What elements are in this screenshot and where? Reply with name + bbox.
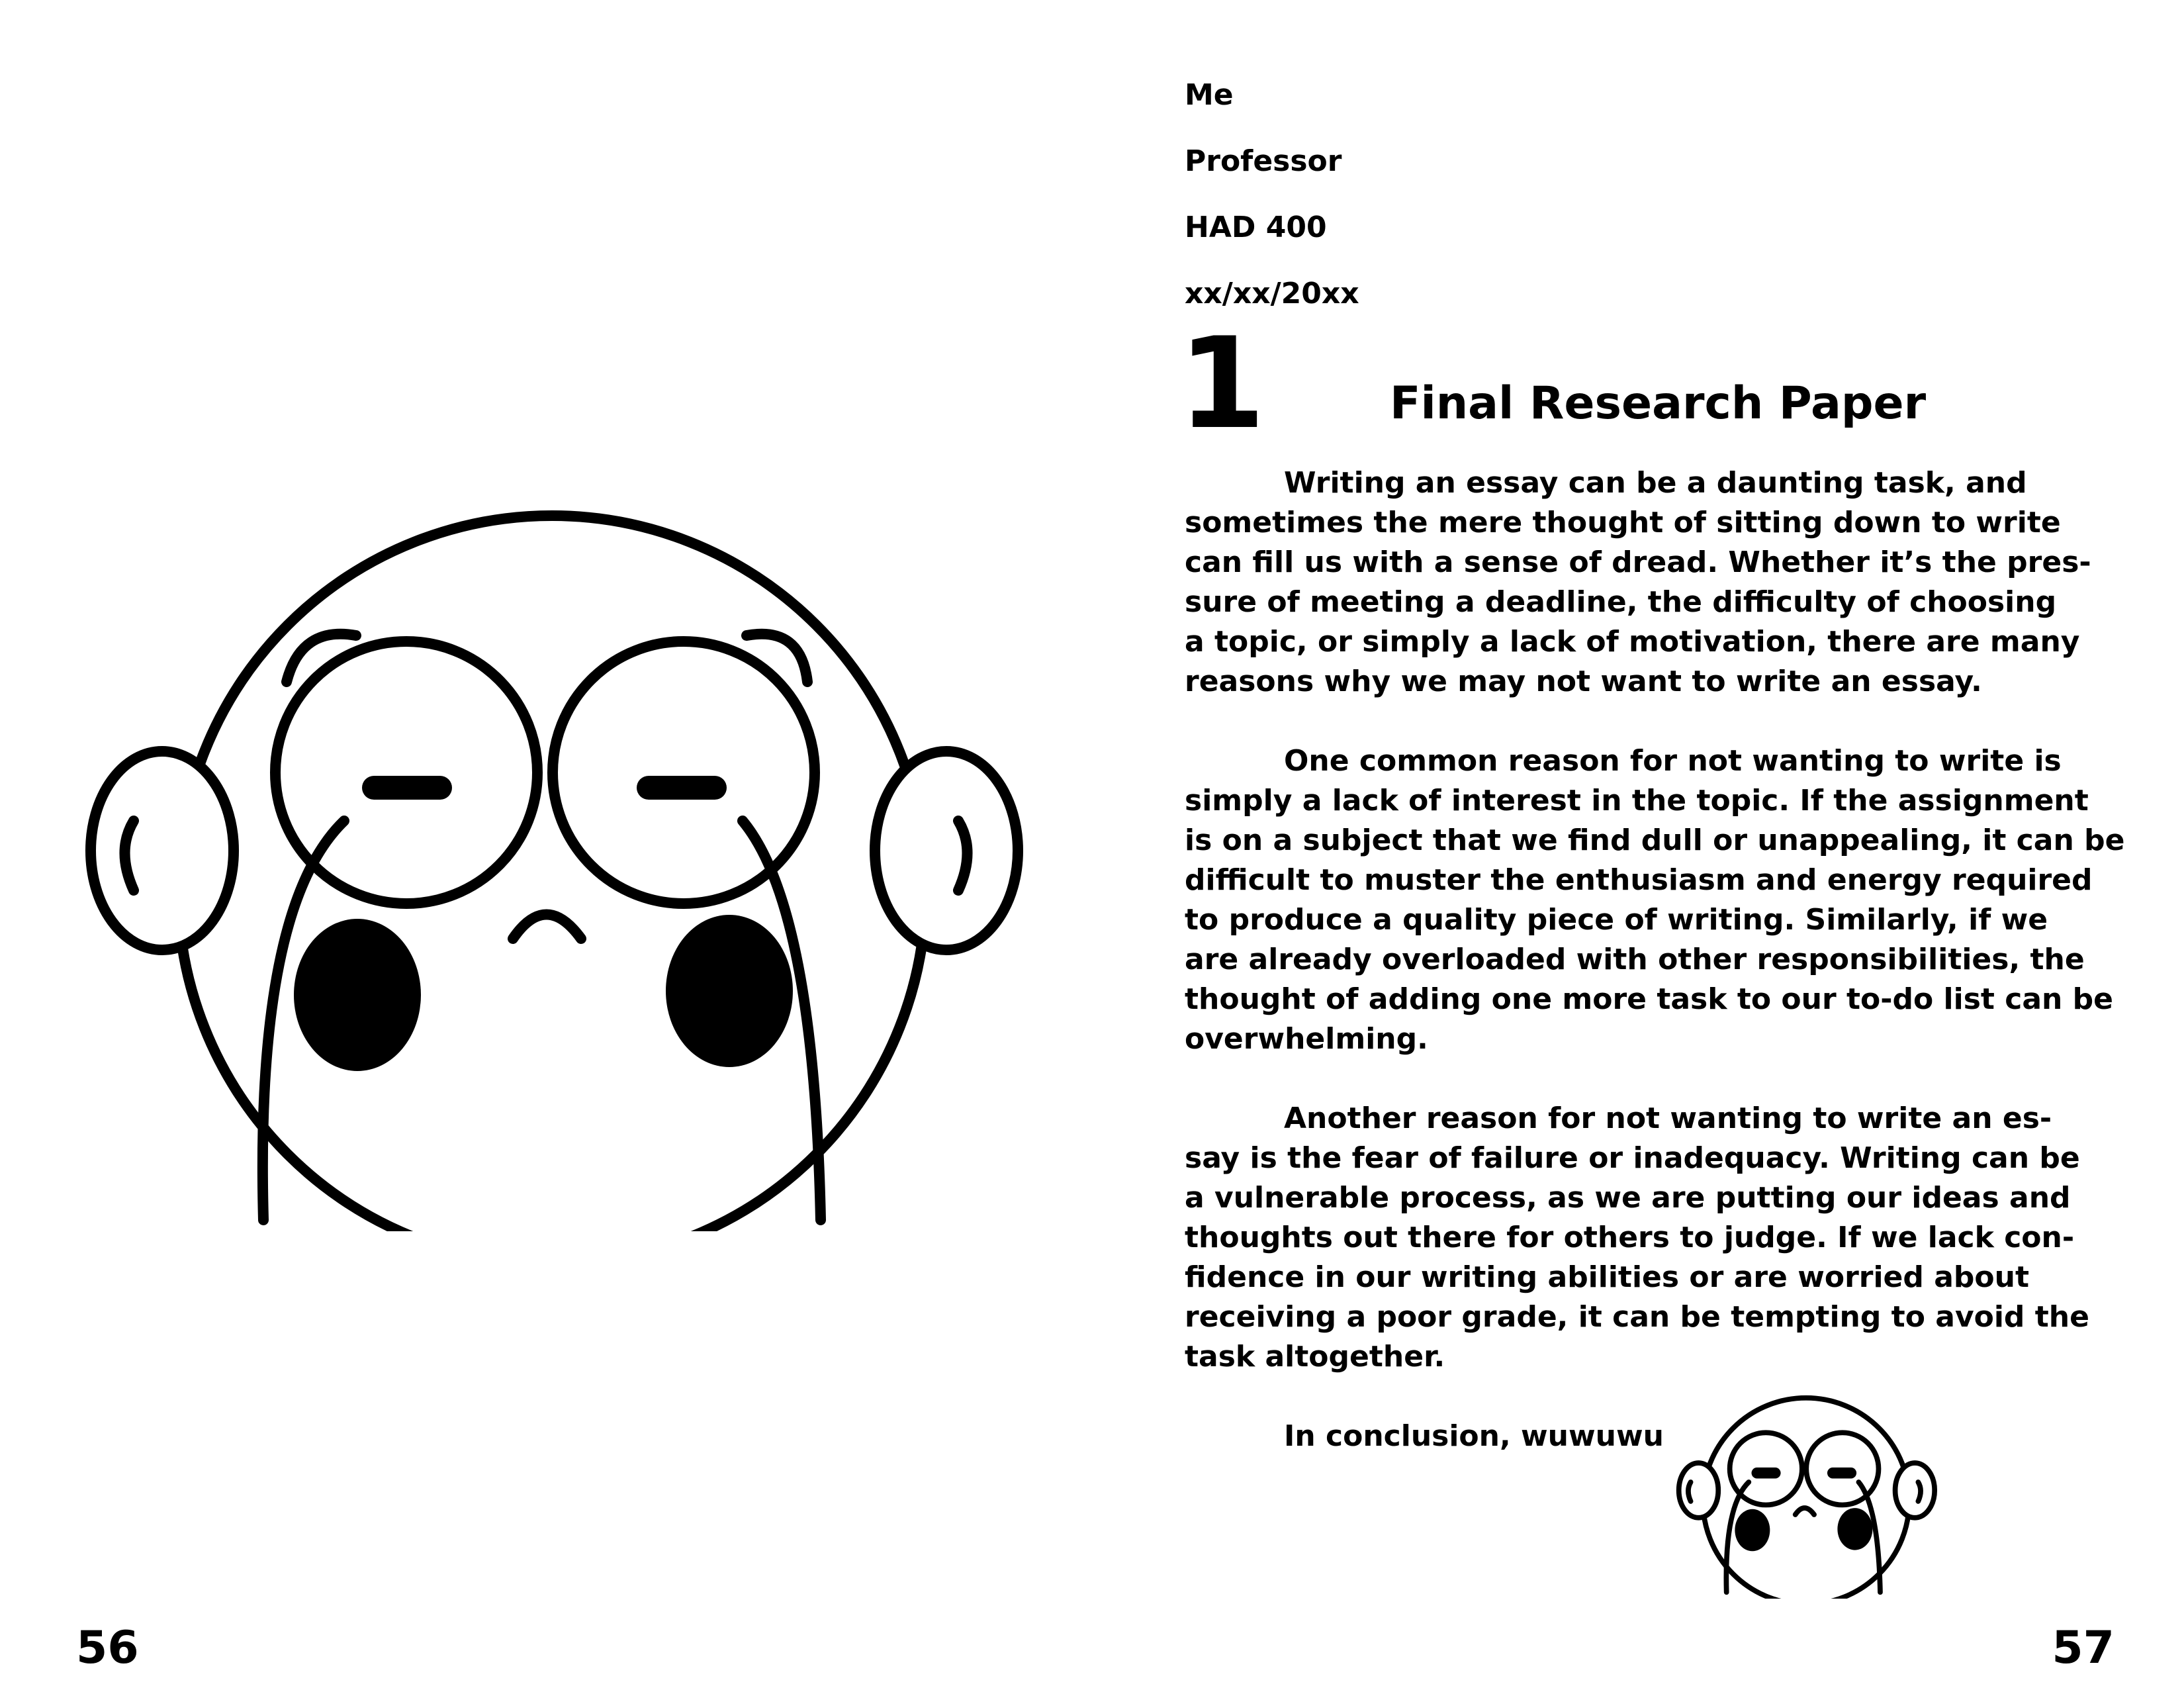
paragraph-line: say is the fear of failure or inadequacy. Writing can be xyxy=(1185,1141,2080,1175)
paragraph-line: receiving a poor grade, it can be tempting to avoid the xyxy=(1185,1300,2089,1334)
header-course: HAD 400 xyxy=(1185,211,1327,244)
header-date: xx/xx/20xx xyxy=(1185,277,1359,310)
header-name: Me xyxy=(1185,78,1234,112)
paragraph-line: difficult to muster the enthusiasm and energy required xyxy=(1185,863,2093,897)
header-instructor: Professor xyxy=(1185,144,1342,178)
paragraph-line: can fill us with a sense of dread. Whether it’s the pres- xyxy=(1185,545,2091,579)
conclusion-text: In conclusion, wuwuwu xyxy=(1284,1419,1664,1453)
paragraph-line: thoughts out there for others to judge. If we lack con- xyxy=(1185,1221,2075,1254)
glasses-face-icon xyxy=(79,463,1039,1231)
paragraph-line: Another reason for not wanting to write an es- xyxy=(1284,1102,2052,1135)
right-page xyxy=(1092,0,2184,1688)
paragraph-line: simply a lack of interest in the topic. If the assignment xyxy=(1185,784,2089,818)
paragraph-line: overwhelming. xyxy=(1185,1022,1428,1056)
paragraph-line: a vulnerable process, as we are putting our ideas and xyxy=(1185,1181,2071,1215)
page-number-right: 57 xyxy=(2052,1622,2115,1674)
paragraph-line: Writing an essay can be a daunting task, and xyxy=(1284,466,2027,500)
paragraph-line: are already overloaded with other responsibilities, the xyxy=(1185,943,2085,976)
paragraph-line: fidence in our writing abilities or are worried about xyxy=(1185,1260,2029,1294)
paragraph-line: task altogether. xyxy=(1185,1340,1445,1374)
paragraph-line: is on a subject that we find dull or unappealing, it can be xyxy=(1185,823,2125,857)
paragraph-3 xyxy=(1185,1099,2151,1377)
paragraph-line: sometimes the mere thought of sitting down to write xyxy=(1185,506,2061,539)
paragraph-line: reasons why we may not want to write an essay. xyxy=(1185,665,1982,698)
page-title: Final Research Paper xyxy=(1390,377,1927,430)
paragraph-line: a topic, or simply a lack of motivation, there are many xyxy=(1185,625,2080,659)
paragraph-line: to produce a quality piece of writing. Similarly, if we xyxy=(1185,903,2048,937)
paragraph-1 xyxy=(1185,463,2151,702)
page-number-left: 56 xyxy=(76,1622,139,1674)
paragraph-line: thought of adding one more task to our to-do list can be xyxy=(1185,982,2113,1016)
glasses-face-icon xyxy=(1676,1380,1940,1599)
paragraph-line: sure of meeting a deadline, the difficulty of choosing xyxy=(1185,585,2057,619)
chapter-number: 1 xyxy=(1178,310,1261,457)
paragraph-line: One common reason for not wanting to write is xyxy=(1284,744,2062,778)
paragraph-2 xyxy=(1185,741,2151,1059)
